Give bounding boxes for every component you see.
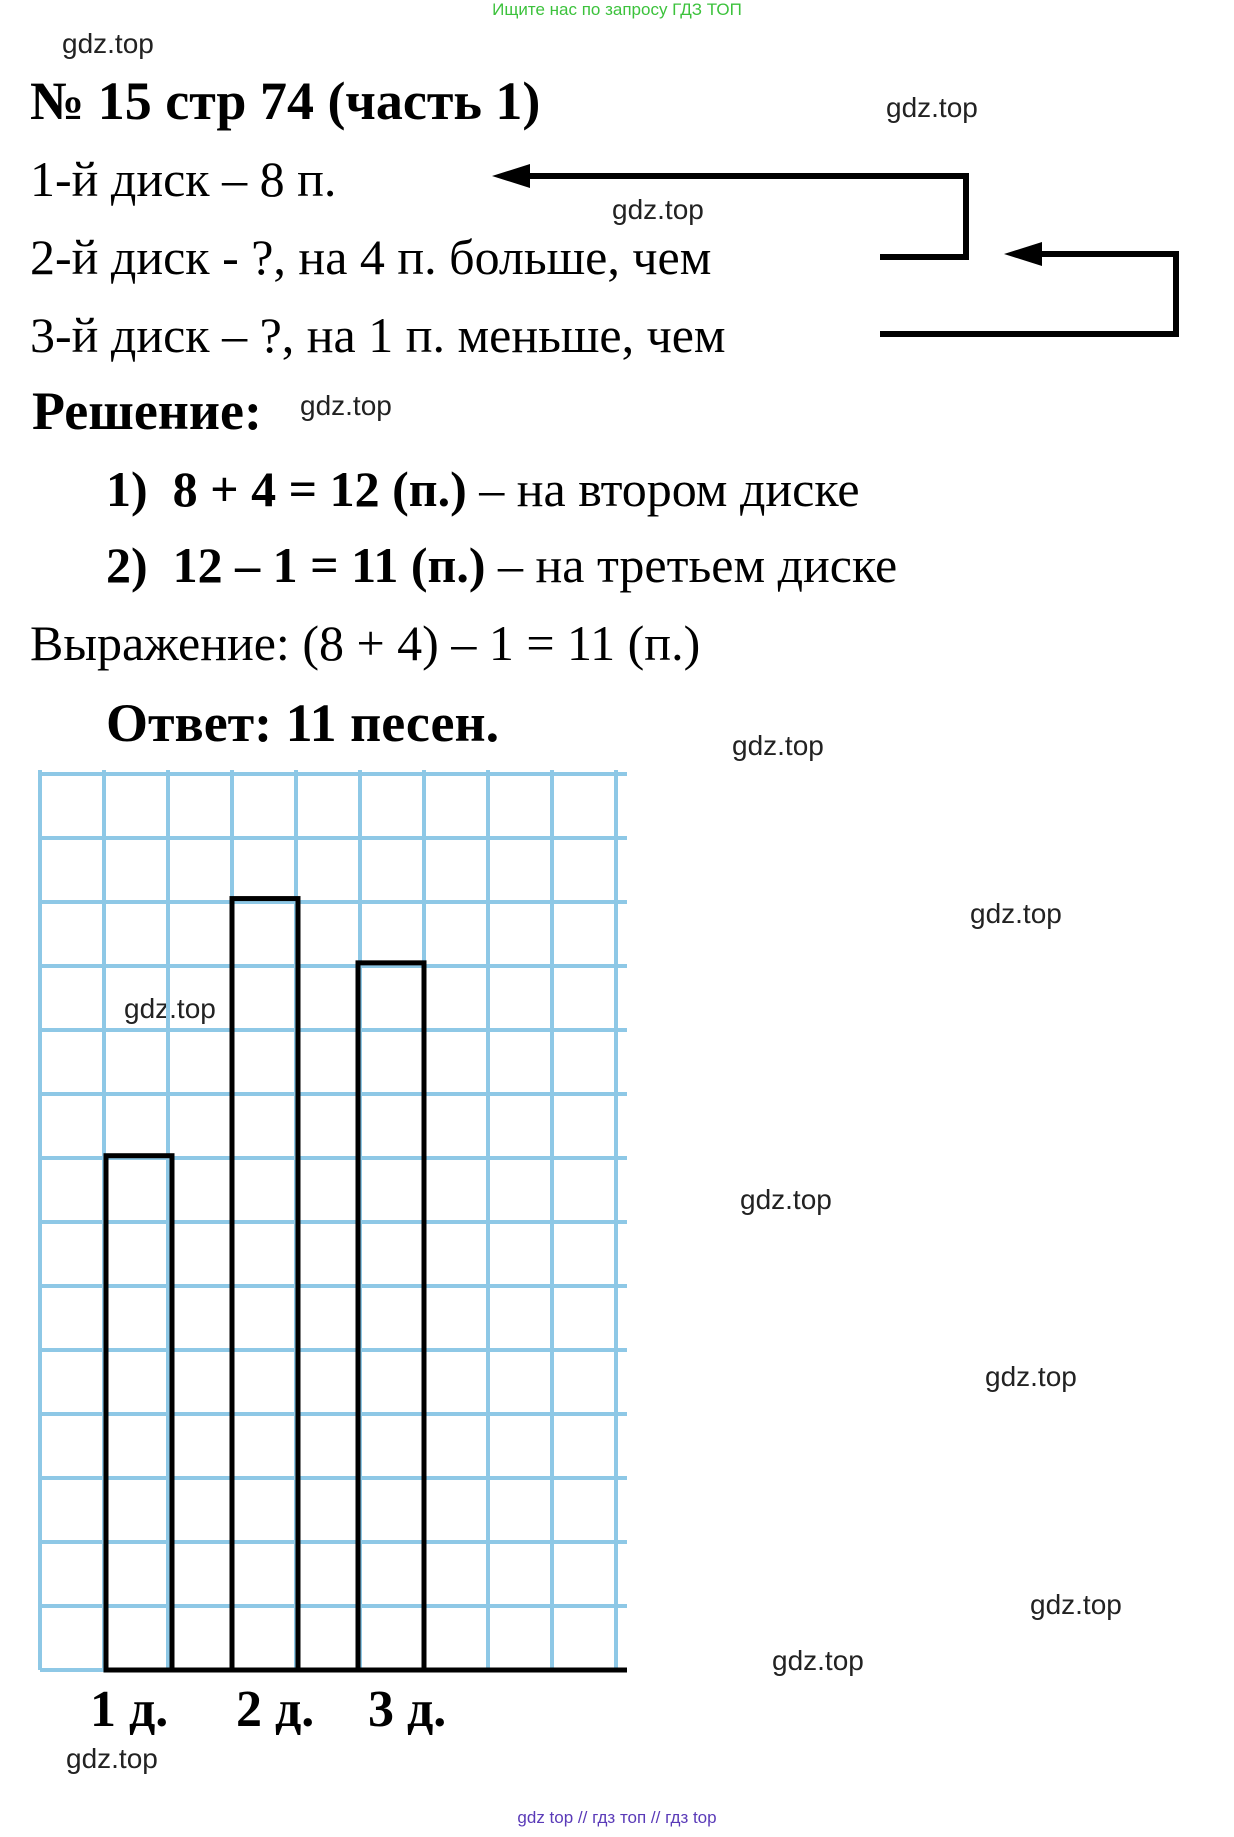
page-title: № 15 стр 74 (часть 1) <box>30 71 541 131</box>
bar-2 <box>232 899 298 1670</box>
top-banner: Ищите нас по запросу ГДЗ ТОП <box>492 0 742 19</box>
step-comment: – на третьем диске <box>485 537 898 593</box>
category-label-3: 3 д. <box>368 1681 447 1738</box>
solution-step-2 <box>106 536 897 594</box>
watermark: gdz.top <box>612 194 704 225</box>
step-expression: 8 + 4 = 12 (п.) <box>172 461 467 517</box>
condition-line-3: 3-й диск – ?, на 1 п. меньше, чем <box>30 307 726 363</box>
bar-1 <box>106 1156 172 1670</box>
arrow-head-2 <box>1004 242 1042 266</box>
answer-line: Ответ: 11 песен. <box>106 693 500 753</box>
watermark: gdz.top <box>740 1184 832 1215</box>
watermark: gdz.top <box>1030 1589 1122 1620</box>
watermark: gdz.top <box>886 92 978 123</box>
watermark: gdz.top <box>772 1645 864 1676</box>
bottom-banner: gdz top // гдз топ // гдз top <box>517 1808 717 1827</box>
expression-line: Выражение: (8 + 4) – 1 = 11 (п.) <box>30 615 701 671</box>
step-comment: – на втором диске <box>466 461 860 517</box>
watermark: gdz.top <box>66 1743 158 1774</box>
arrow-line-3-to-2 <box>880 254 1176 334</box>
watermark: gdz.top <box>300 390 392 421</box>
watermark: gdz.top <box>985 1361 1077 1392</box>
watermark: gdz.top <box>62 28 154 59</box>
condition-line-1: 1-й диск – 8 п. <box>30 151 337 207</box>
condition-line-2: 2-й диск - ?, на 4 п. больше, чем <box>30 229 712 285</box>
bar-3 <box>358 963 424 1670</box>
step-expression: 12 – 1 = 11 (п.) <box>172 537 486 593</box>
watermark: gdz.top <box>970 898 1062 929</box>
category-label-2: 2 д. <box>236 1681 315 1738</box>
watermark: gdz.top <box>732 730 824 761</box>
step-number: 1) <box>106 461 148 517</box>
arrow-head-1 <box>492 164 530 188</box>
watermark: gdz.top <box>124 993 216 1024</box>
solution-step-1 <box>106 460 860 518</box>
step-number: 2) <box>106 537 148 593</box>
solution-heading: Решение: <box>32 381 262 441</box>
category-label-1: 1 д. <box>90 1681 169 1738</box>
